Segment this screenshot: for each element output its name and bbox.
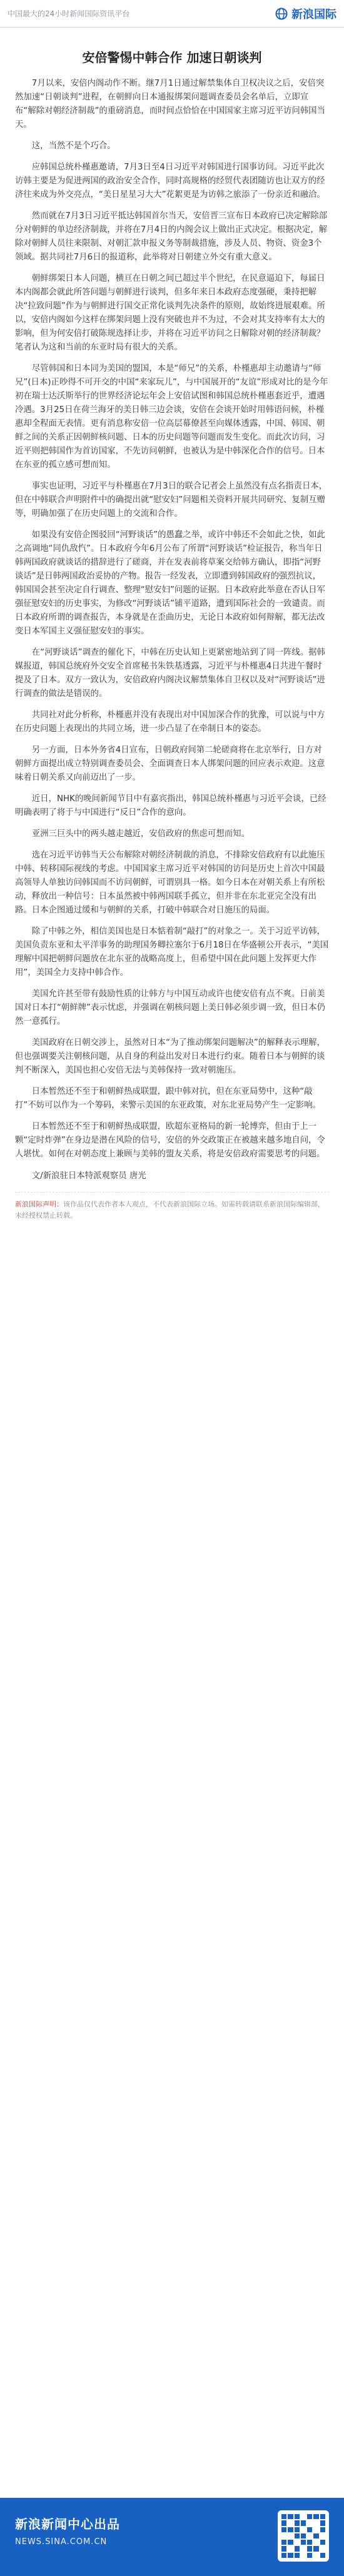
paragraph: 除了中韩之外，相信美国也是日本惦着制“敲打”的对象之一。关于习近平访韩，美国负责东亚和太平洋事务的助理国务卿拉塞尔于6月18日在华盛顿公开表示，“美国理解中国把朝鲜问题放在北东亚的战略高度上，但希望中国在此问题上发挥更大作用”，美国全力支持中韩合作。 [15, 927, 329, 977]
paragraph: 共同社对此分析称，朴槿惠并没有表现出对中国加深合作的犹豫，可以说与中方在历史问题上表现出的共同立场，进一步凸显了在牵制日本的姿态。 [15, 710, 325, 734]
paragraph: 近日，NHK的晚间新闻节目中有嘉宾指出，韩国总统朴槿惠与习近平会谈，已经明确表明了将于与中国进行“反日”合作的意向。 [15, 794, 326, 817]
paragraph: 7月以来，安倍内阁动作不断。继7月1日通过解禁集体自卫权决议之后，安倍突然加速“日朝谈判”进程，在朝鲜向日本通报绑架问题调查委员会名单后，立即宣布“解除对朝经济制裁”的重磅消息，而时间点恰恰在中国国家主席习近平访问韩国当天。 [15, 79, 325, 129]
paragraph: 朝鲜绑架日本人问题，横亘在日朝之间已超过半个世纪，在民意逼迫下，每届日本内阁都会就此所答问题与朝鲜进行谈判，但多年来日本政府态度强硬，秉持把解决“拉致问题”作为与朝鲜进行国交正常化谈判先决条件的原则，故始终进展艰难。所以，安倍内阁如今这样在绑架问题上没有突破也并不为过，不会对其支持率有太大的影响，但为何安倍打破陈规选择让步，并将在习近平访问之日解除对朝的经济制裁？笔者认为这和当前的东亚时局有很大的关系。 [15, 274, 325, 352]
article-title: 安倍警惕中韩合作 加速日朝谈判 [82, 50, 262, 65]
paragraph: 应韩国总统朴槿惠邀请，7月3日至4日习近平对韩国进行国事访问。习近平此次访韩主要是为促进两国的政治安全合作，同时高规格的经贸代表团随访也让双方的经济往来成为外交亮点，“美日星星习大大”花絮更是为访韩之旅添了一份亲近和融洽。 [15, 163, 325, 200]
article-container [0, 28, 344, 2498]
paragraph: 亚洲三巨头中的两头越走越近，安倍政府的焦虑可想而知。 [31, 829, 250, 839]
paragraph: 选在习近平访韩当天公布解除对朝经济制裁的消息，不排除安倍政府有以此施压中韩、转移国际视线的考虑。中国国家主席习近平对韩国的访问是历史上首次中国最高领导人单独访问韩国而不访问朝鲜，可谓别具一格。如今日本在对朝关系上有所松动，释放出一种信号：日本虽然被中韩两国联手孤立，但并非在东北亚完全没有出路。日本企图通过缓和与朝鲜的关系，打破中韩联合对日施压的局面。 [15, 851, 325, 915]
paragraph: 另一方面，日本外务省4日宣布，日朝政府间第二轮磋商将在北京举行，日方对朝鲜方面提出成立特别调查委员会、全面调查日本人绑架问题的回应表示欢迎。这意味着日朝关系又向前迈出了一步。 [15, 745, 325, 782]
paragraph: 美国允许甚至带有鼓励性质的让韩方与中国互动或许也使安倍有点不爽。日前美国对日本打“朝鲜牌”表示忧虑，并强调在朝核问题上美日韩必须步调一致，但日本仍然一意孤行。 [15, 989, 325, 1026]
brand-name: 新浪国际 [291, 8, 336, 21]
article-byline: 文/新浪驻日本特派观察员 唐光 [31, 1171, 146, 1181]
article-body [15, 77, 329, 1221]
paragraph: 日本暂然还不至于和朝鲜热成联盟，跟中韩对抗，但在东亚局势中，这种“敲打”不妨可以作为一个筹码，来警示美国的东亚政策，对东北亚局势产生一定影响。 [15, 1087, 321, 1110]
paragraph: 如果没有安倍企图驳回“河野谈话”的愚蠢之举，或许中韩还不会如此之快，如此之高调地“同仇敌忾”。日本政府今年6月公布了所谓“河野谈话”检证报告，称当年日韩两国政府就谈话的措辞进行了磋商，并在发表前将草案交给韩方确认，即指“河野谈话”是日韩两国政治妥协的产物。报告一经发表，立即遭到韩国政府的强烈抗议，韩国国会甚至决定自行调查、整理“慰安妇”问题的证据。日本政府此举意在否认日军强征慰安妇的历史事实，为修改“河野谈话”铺平道路，遭到国际社会的一致谴责。而日本政府所谓的调查报告，本身就是在歪曲历史，无论日本政府如何辩解，都无法改变日本军国主义强征慰安妇的事实。 [15, 530, 325, 636]
paragraph: 这，当然不是个巧合。 [31, 141, 116, 151]
paragraph: 在“河野谈话”调查的催化下，中韩在历史认知上更紧密地站到了同一阵线。据韩媒报道，韩国总统府外交安全首席秘书朱铁基透露，习近平与朴槿惠4日共进午餐时提及了日本。双方一致认为，安倍政府内阁决议解禁集体自卫权以及对“河野谈话”进行调查的做法是错误的。 [15, 648, 325, 699]
notice-label: 新浪国际声明： [15, 1200, 63, 1208]
copyright-notice [15, 1192, 329, 1221]
footer-url[interactable]: NEWS.SINA.COM.CN [15, 2537, 108, 2547]
paragraph: 然而就在7月3日习近平抵达韩国首尔当天，安倍晋三宣布日本政府已决定解除部分对朝鲜的单边经济制裁，并将在7月4日的内阁会议上做出正式决定。根据决定，解除对朝鲜人员往来限制、对朝汇款申报义务等制裁措施，涉及人员、物资、资金3个领域。据共同社7月6日的报道称，此举将对日朝建立外交有重大意义。 [15, 211, 328, 262]
footer-banner [0, 2498, 344, 2576]
paragraph: 尽管韩国和日本同为美国的盟国，本是“师兄”的关系，朴槿惠却主动邀请与“师兄”(日本)正吵得不可开交的中国“来家玩儿”，与中国展开的“友谊”形成对比的是今年初在瑞士达沃斯举行的世界经济论坛年会上安倍试图和韩国总统朴槿惠套近乎，遭遇冷遇。3月25日在荷兰海牙的美日韩三边会谈，安倍在会谈开始时用韩语问候，朴槿惠却全程面无表情。更有消息称安倍一位高层幕僚甚至向媒体透露，中国、韩国、朝鲜之间的关系正因朝鲜核问题、日本的历史问题等问题而发生变化。而此次访问，习近平则把韩国作为首访国家，不先访问朝鲜，也被认为是中韩深化合作的信号。日本在东亚的孤立感可想而知。 [15, 364, 328, 470]
brand-logo[interactable] [275, 6, 336, 22]
top-header [0, 0, 344, 28]
notice-text: 该作品仅代表作者本人观点，不代表新浪国际立场。如需转载请联系新浪国际编辑部，未经授权禁止转载。 [15, 1200, 325, 1220]
paragraph: 美国政府在日朝交涉上，虽然对日本“为了推动绑架问题解决”的解释表示理解，但也强调要关注朝核问题，从自身的利益出发对日本进行约束。随着日本与朝鲜的谈判不断深入，美国也担心安倍无法与美韩保持一致对朝施压。 [15, 1038, 325, 1075]
paragraph: 事实也证明，习近平与朴槿惠在7月3日的联合记者会上虽然没有点名指责日本，但在中韩联合声明附件中的确提出就“慰安妇”问题相关资料开展共同研究、复制互赠等，明确加强了在历史问题上的交流和合作。 [15, 482, 328, 518]
qr-code-icon [278, 2510, 329, 2562]
site-tagline: 中国最大的24小时新闻国际资讯平台 [8, 9, 130, 18]
footer-title: 新浪新闻中心出品 [15, 2517, 120, 2532]
globe-icon [275, 8, 288, 20]
paragraph: 日本暂然还不至于和朝鲜热成联盟，欧超东亚格局的新一轮博弈，但由于上一颗“定时炸弹”在身边是潜在风险的信号，安倍的外交政策正在被越来越多地自问，令人堪忧。如何在对朝态度上兼顾与美韩的盟友关系，将是安倍政府需要思考的问题。 [15, 1122, 325, 1159]
